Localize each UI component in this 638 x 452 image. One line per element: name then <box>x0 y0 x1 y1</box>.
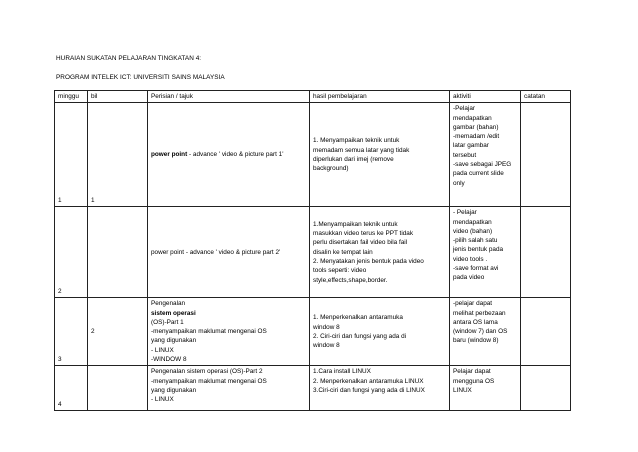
minggu-cell: 1 <box>55 103 88 207</box>
aktiviti-cell: Pelajar dapat mengguna OS LINUX <box>450 366 521 411</box>
tajuk-cell: Pengenalan sistem operasi (OS)-Part 1 -menyampaikan maklumat mengenai OS yang digunakan - LINUX -WINDOW 8 <box>148 298 310 366</box>
minggu-cell: 2 <box>55 207 88 298</box>
hasil-cell: 1. Menyampaikan teknik untuk memadam semua latar yang tidak diperlukan dari imej (remove background) <box>310 103 450 207</box>
table-row <box>55 298 571 366</box>
header-bil: bil <box>88 91 148 103</box>
syllabus-table <box>54 90 571 411</box>
hasil-cell: 1.Cara install LINUX 2. Menperkenalkan antaramuka LINUX 3.Ciri-ciri dan fungsi yang ada di LINUX <box>310 366 450 411</box>
header-minggu: minggu <box>55 91 88 103</box>
catatan-cell <box>521 366 571 411</box>
tajuk-text: - advance ' video & picture part 1' <box>187 151 284 159</box>
tajuk-bold: sistem operasi <box>151 309 196 317</box>
aktiviti-cell: - Pelajar mendapatkan video (bahan) -pilih salah satu jenis bentuk pada video tools . -save format avi pada video <box>450 207 521 298</box>
bil-cell: 2 <box>88 298 148 366</box>
aktiviti-cell: -Pelajar mendapatkan gambar (bahan) -memadam /edit latar gambar tersebut -save sebagai JPEG pada current slide only <box>450 103 521 207</box>
document-subtitle: PROGRAM INTELEK ICT: UNIVERSITI SAINS MALAYSIA <box>56 74 225 81</box>
aktiviti-cell: -pelajar dapat melihat perbezaan antara OS lama (window 7) dan OS baru (window 8) <box>450 298 521 366</box>
bil-cell <box>88 366 148 411</box>
tajuk-cell: power point - advance ' video & picture part 2' <box>148 207 310 298</box>
tajuk-cell: Pengenalan sistem operasi (OS)-Part 2 -menyampaikan maklumat mengenai OS yang digunakan - LINUX <box>148 366 310 411</box>
document-title: HURAIAN SUKATAN PELAJARAN TINGKATAN 4: <box>56 55 202 62</box>
header-hasil-pembelajaran: hasil pembelajaran <box>310 91 450 103</box>
hasil-cell: 1. Menperkenalkan antaramuka window 8 2. Ciri-ciri dan fungsi yang ada di window 8 <box>310 298 450 366</box>
header-perisian-tajuk: Perisian / tajuk <box>148 91 310 103</box>
hasil-cell: 1.Menyampaikan teknik untuk masukkan video terus ke PPT tidak perlu disertakan fail video bila fail disalin ke tempat lain 2. Menyatakan jenis bentuk pada video tools seperti: video style,effects,shape,border. <box>310 207 450 298</box>
tajuk-cell <box>148 103 310 207</box>
catatan-cell <box>521 298 571 366</box>
bil-cell <box>88 207 148 298</box>
minggu-cell: 3 <box>55 298 88 366</box>
table-row <box>55 103 571 207</box>
catatan-cell <box>521 103 571 207</box>
header-aktiviti: aktiviti <box>450 91 521 103</box>
table-header-row <box>55 91 571 103</box>
bil-cell: 1 <box>88 103 148 207</box>
minggu-cell: 4 <box>55 366 88 411</box>
catatan-cell <box>521 207 571 298</box>
header-catatan: catatan <box>521 91 571 103</box>
table-row <box>55 366 571 411</box>
tajuk-bold: power point <box>151 151 188 159</box>
table-row <box>55 207 571 298</box>
